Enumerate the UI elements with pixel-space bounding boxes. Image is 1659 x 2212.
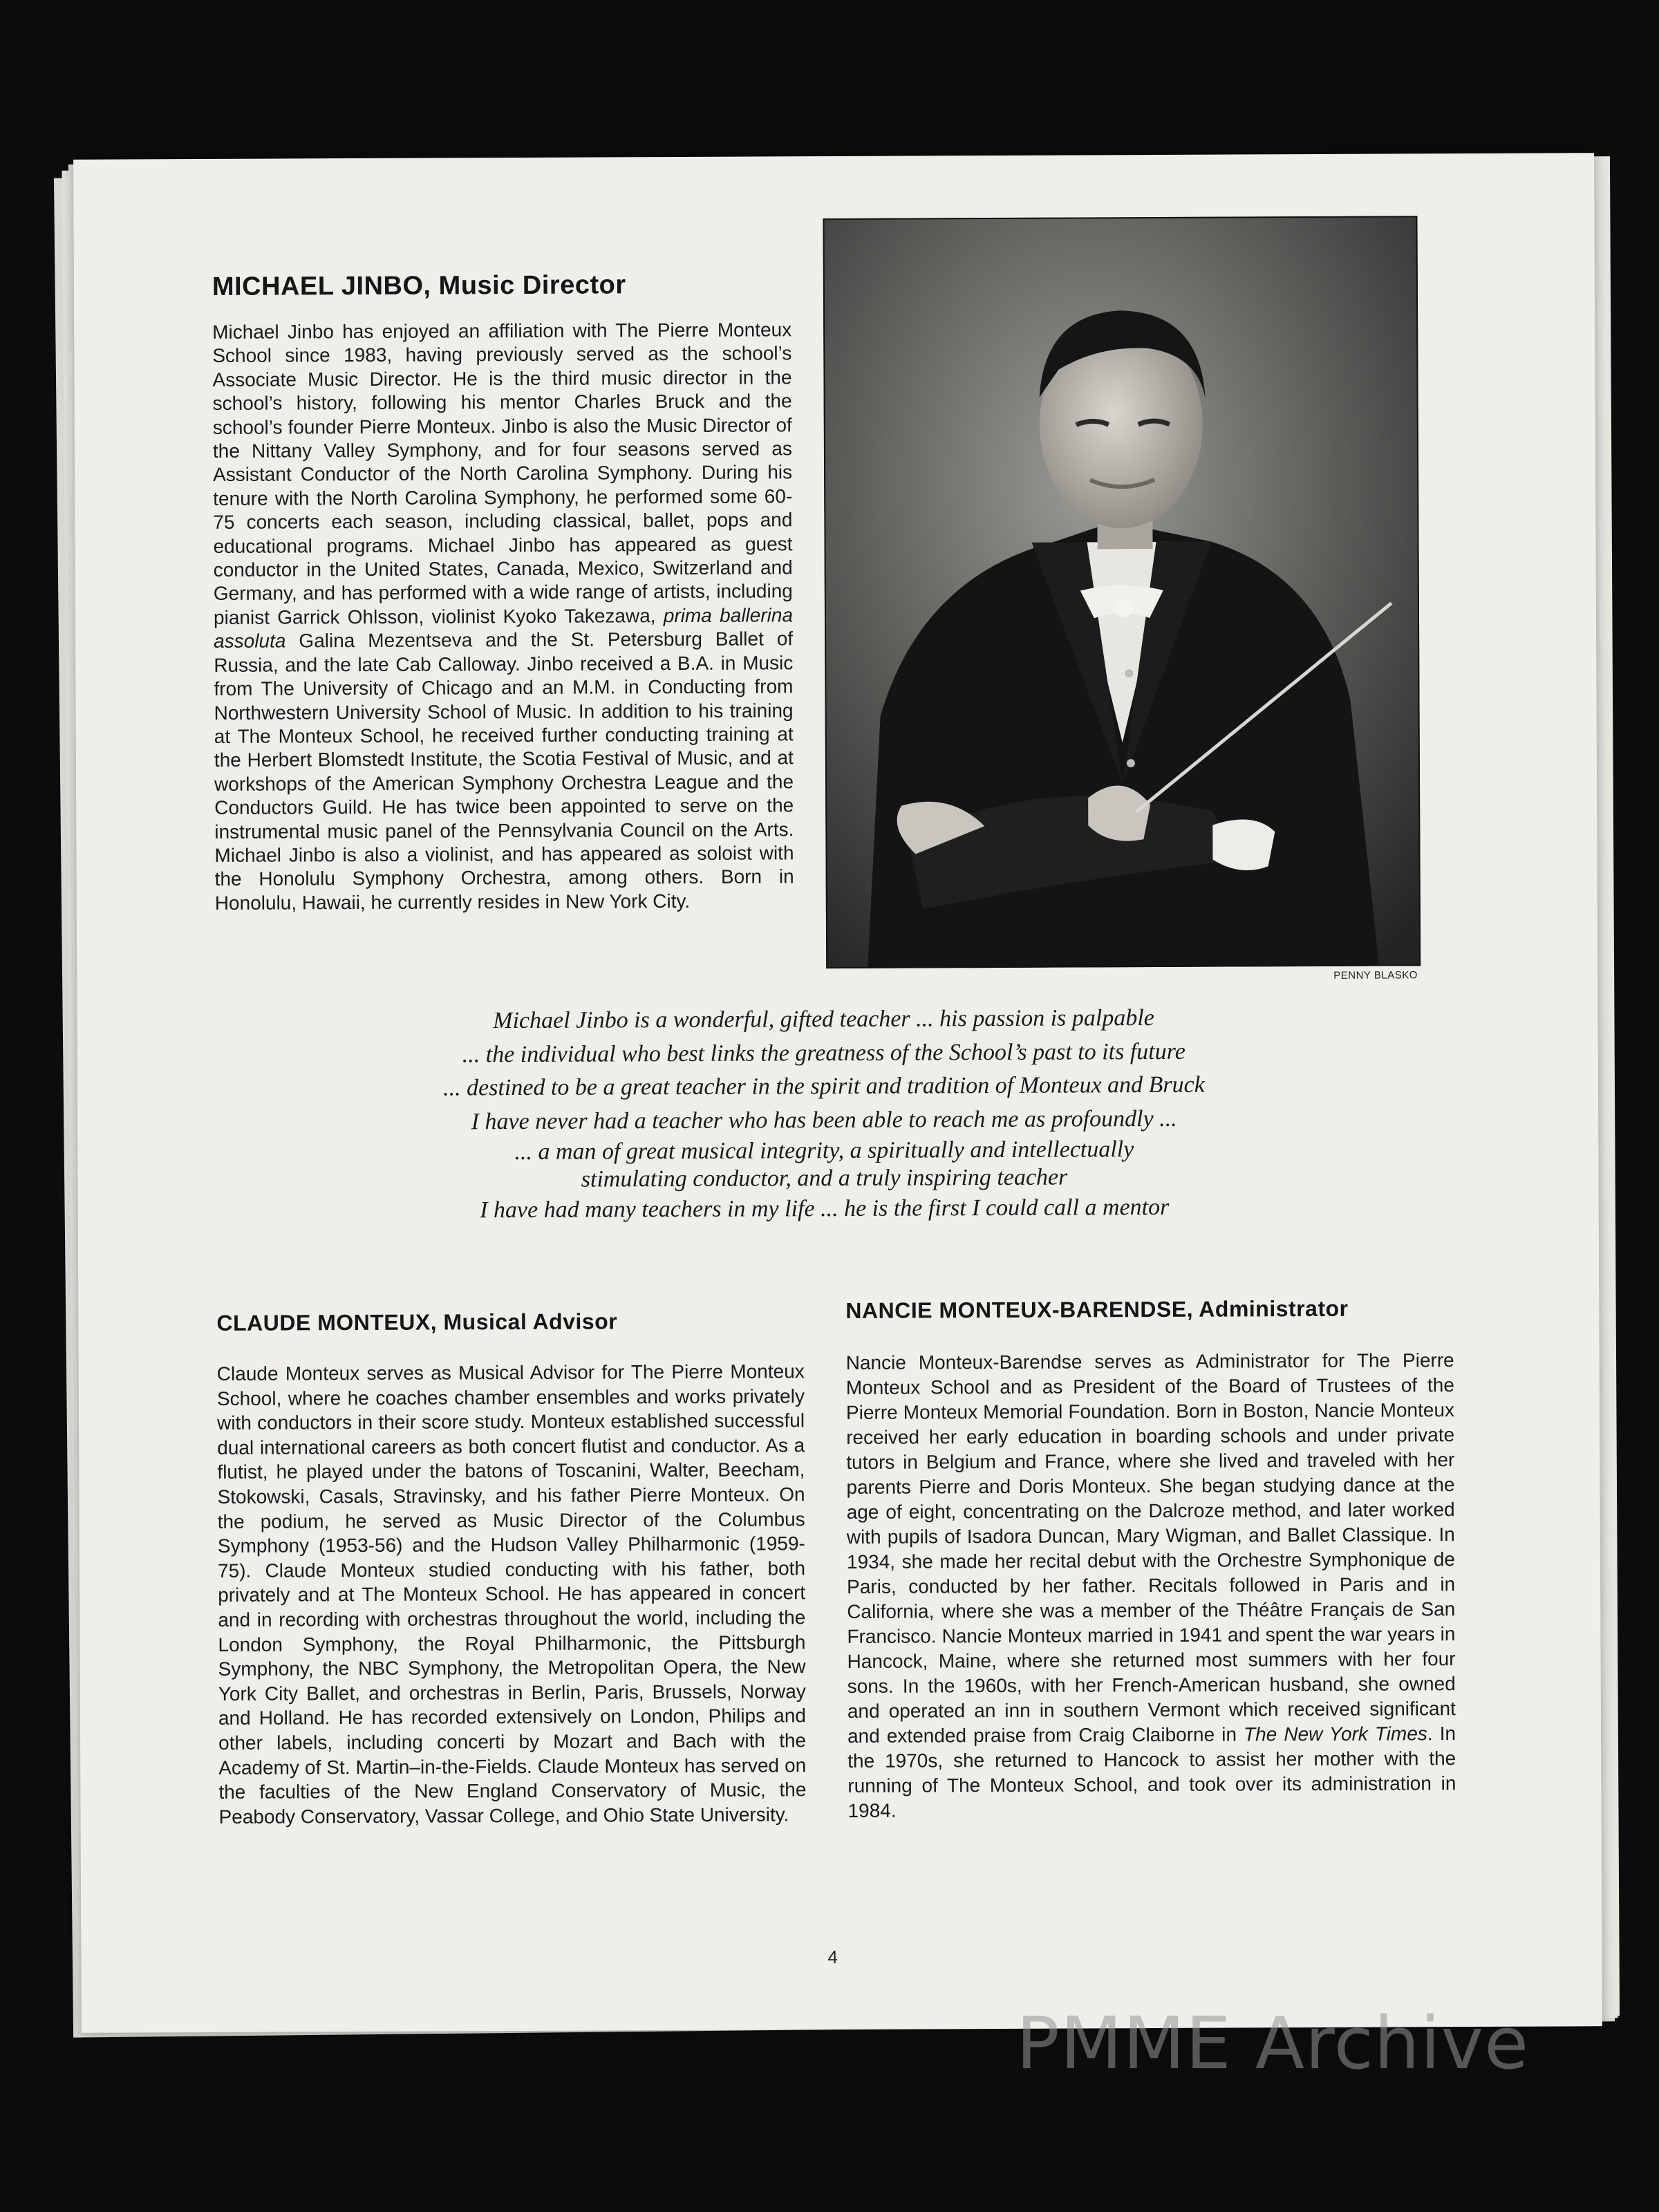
quote-line: I have never had a teacher who has been able to reach me as profoundly ... — [471, 1105, 1177, 1134]
page-number: 4 — [827, 1947, 838, 1968]
jinbo-bio — [212, 318, 794, 915]
nancie-bio — [846, 1348, 1456, 1824]
quote-line: I have had many teachers in my life ... he is the first I could call a mentor — [480, 1194, 1170, 1224]
quote-line: ... the individual who best links the greatness of the School’s past to its future — [462, 1038, 1185, 1067]
claude-bio — [217, 1359, 807, 1829]
nancie-heading: NANCIE MONTEUX-BARENDSE, Administrator — [845, 1295, 1349, 1323]
conductor-portrait-illustration — [823, 216, 1421, 968]
archive-watermark: PMME Archive — [1016, 2001, 1530, 2086]
nancie-bio-text: Nancie Monteux-Barendse serves as Administrator for The Pierre Monteux School and as President of the Board of Trustees of the Pierre Monteux Memorial Foundation. Born in Boston, Nancie Monteux received her early education in boarding schools and under private tutors in Belgium and France, where she lived and traveled with her parents Pierre and Doris Monteux. She began studying dance at the age of eight, concentrating on the Dalcroze method, and later worked with pupils of Isadora Duncan, Mary Wigman, and Ballet Classique. In 1934, she made her recital debut with the Orchestre Symphonique de Paris, conducted by her father. Recitals followed in Paris and in California, where she was a member of the Théâtre Français de San Francisco. Nancie Monteux married in 1941 and spent the war years in Hancock, Maine, where she returned most summers with her four sons. In the 1960s, with her French-American husband, she owned and operated an inn in southern Vermont which received significant and extended praise from Craig Claiborne in — [845, 1349, 1456, 1747]
claude-heading: CLAUDE MONTEUX, Musical Advisor — [216, 1309, 618, 1335]
conductor-portrait-photo — [823, 216, 1421, 968]
program-page — [73, 153, 1602, 2033]
claude-bio-text: Claude Monteux serves as Musical Advisor for The Pierre Monteux School, where he coaches chamber ensembles and works privately with conductors in their score study. Monteux established successful dual international careers as both concert flutist and conductor. As a flutist, he played under the batons of Toscanini, Walter, Beecham, Stokowski, Casals, Stravinsky, and his father Pierre Monteux. On the podium, he served as Music Director of the Columbus Symphony (1953-56) and the Hudson Valley Philharmonic (1959-75). Claude Monteux studied conducting with his father, both privately and at The Monteux School. He has appeared in concert and in recording with orchestras throughout the world, including the London Symphony, the Royal Philharmonic, the Pittsburgh Symphony, the NBC Symphony, the Metropolitan Opera, the New York City Ballet, and orchestras in Berlin, Paris, Brussels, Norway and Holland. He has recorded extensively on London, Philips and other labels, including concerti by Mozart and Bach with the Academy of St. Martin–in-the-Fields. Claude Monteux has served on the faculties of the New England Conservatory of Music, the Peabody Conservatory, Vassar College, and Ohio State University. — [216, 1360, 807, 1828]
quote-line: stimulating conductor, and a truly inspiring teacher — [581, 1164, 1068, 1192]
jinbo-bio-text: Michael Jinbo has enjoyed an affiliation with The Pierre Monteux School since 1983, having previously served as the school’s Associate Music Director. He is the third music director in the school’s history, following his mentor Charles Bruck and the school’s founder Pierre Monteux. Jinbo is also the Music Director of the Nittany Valley Symphony, and for four seasons served as Assistant Conductor of the North Carolina Symphony. During his tenure with the North Carolina Symphony, he performed some 60-75 concerts each season, including classical, ballet, pops and educational programs. Michael Jinbo has appeared as guest conductor in the United States, Canada, Mexico, Switzerland and Germany, and has performed with a wide range of artists, including pianist Garrick Ohlsson, violinist Kyoko Takezawa, — [212, 319, 793, 628]
photo-credit: PENNY BLASKO — [1333, 969, 1418, 982]
jinbo-bio-text: Galina Mezentseva and the St. Petersburg Ballet of Russia, and the late Cab Calloway. Jinbo received a B.A. in Music from The University of Chicago and an M.M. in Conducting from Northwestern University School of Music. In addition to his training at The Monteux School, he received further conducting training at the Herbert Blomstedt Institute, the Scotia Festival of Music, and at workshops of the American Symphony Orchestra League and the Conductors Guild. He has twice been appointed to serve on the instrumental music panel of the Pennsylvania Council on the Arts. Michael Jinbo is also a violinist, and has appeared as soloist with the Honolulu Symphony Orchestra, among others. Born in Honolulu, Hawaii, he currently resides in New York City. — [214, 628, 794, 914]
quote-line: ... destined to be a great teacher in the spirit and tradition of Monteux and Bruck — [443, 1071, 1205, 1101]
quote-line: ... a man of great musical integrity, a spiritually and intellectually — [514, 1136, 1134, 1165]
nancie-bio-text: . In the 1970s, she returned to Hancock to assist her mother with the running of The Monteux School, and took over its administration in 1984. — [847, 1723, 1456, 1821]
jinbo-heading: MICHAEL JINBO, Music Director — [212, 270, 626, 301]
nancie-bio-italic: The New York Times — [1243, 1723, 1427, 1745]
quote-line: Michael Jinbo is a wonderful, gifted teacher ... his passion is palpable — [493, 1005, 1154, 1034]
testimonial-quotes — [284, 1001, 1363, 1228]
jinbo-bio-italic: prima ballerina assoluta — [214, 604, 794, 653]
